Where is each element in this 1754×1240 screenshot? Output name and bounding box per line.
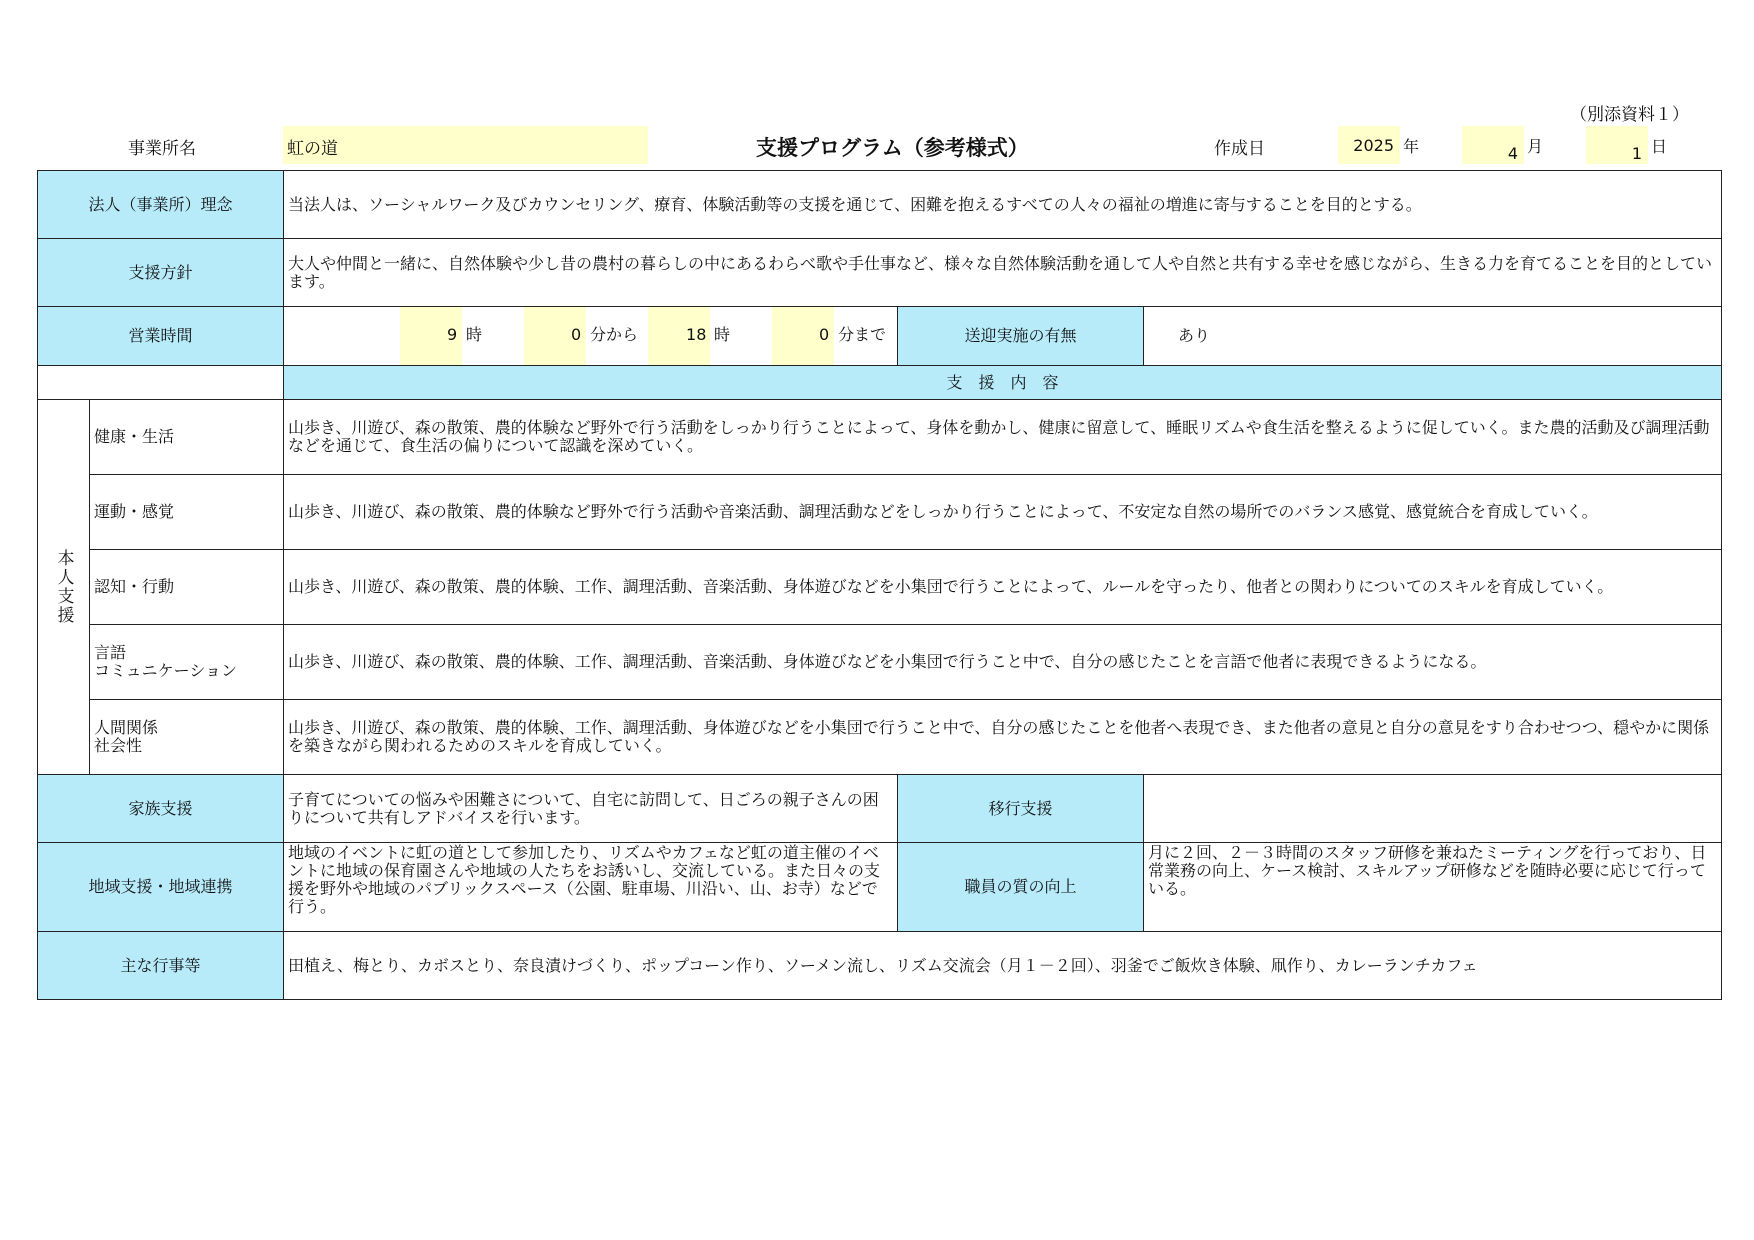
month-unit: 月 [1527, 137, 1544, 156]
language-label-line2: コミュニケーション [94, 661, 238, 680]
community-text[interactable]: 地域のイベントに虹の道として参加したり、リズムやカフェなど虹の道主催のイベントに地域の保育園さんや地域の人たちをお誘いし、交流している。また日々の支援を野外や地域のパブリックスペース（公園、駐車場、川沿い、山、お寺）などで行う。 [284, 843, 898, 932]
philosophy-row [38, 171, 1722, 239]
health-label: 健康・生活 [90, 400, 284, 475]
events-row [38, 932, 1722, 1000]
relation-label-line2: 社会性 [94, 736, 143, 755]
month-value: 4 [1507, 144, 1518, 163]
family-text[interactable]: 子育てについての悩みや困難さについて、自宅に訪問して、日ごろの親子さんの困りについて共有しアドバイスを行います。 [284, 775, 898, 843]
personal-support-label: 本人支援 [53, 549, 74, 625]
year-unit: 年 [1403, 137, 1420, 156]
attachment-label: （別添資料１） [1570, 105, 1689, 125]
office-label: 事業所名 [128, 139, 196, 159]
community-label: 地域支援・地域連携 [38, 843, 284, 932]
transport-label: 送迎実施の有無 [898, 307, 1144, 366]
relation-row [38, 700, 1722, 775]
motor-label: 運動・感覚 [90, 475, 284, 550]
language-label-line1: 言語 [94, 643, 127, 662]
family-label: 家族支援 [38, 775, 284, 843]
content-header: 支 援 内 容 [284, 366, 1722, 400]
language-label [90, 625, 284, 700]
min-from: 分から [590, 325, 639, 344]
motor-row [38, 475, 1722, 550]
day-unit: 日 [1651, 137, 1668, 156]
relation-label [90, 700, 284, 775]
transition-text[interactable] [1144, 775, 1722, 843]
cognition-text[interactable]: 山歩き、川遊び、森の散策、農的体験、工作、調理活動、音楽活動、身体遊びなどを小集団で行うことによって、ルールを守ったり、他者との関わりについてのスキルを育成していく。 [284, 550, 1722, 625]
transition-label: 移行支援 [898, 775, 1144, 843]
motor-text[interactable]: 山歩き、川遊び、森の散策、農的体験など野外で行う活動や音楽活動、調理活動などをしっかり行うことによって、不安定な自然の場所でのバランス感覚、感覚統合を育成していく。 [284, 475, 1722, 550]
family-row [38, 775, 1722, 843]
philosophy-label: 法人（事業所）理念 [38, 171, 284, 239]
philosophy-text[interactable]: 当法人は、ソーシャルワーク及びカウンセリング、療育、体験活動等の支援を通じて、困難を抱えるすべての人々の福祉の増進に寄与することを目的とする。 [284, 171, 1722, 239]
policy-row [38, 239, 1722, 307]
staff-text[interactable]: 月に２回、２－３時間のスタッフ研修を兼ねたミーティングを行っており、日常業務の向上、ケース検討、スキルアップ研修などを随時必要に応じて行っている。 [1144, 843, 1722, 932]
hour-unit-2: 時 [714, 325, 731, 344]
personal-support-cell [38, 400, 90, 775]
health-row [38, 400, 1722, 475]
relation-text[interactable]: 山歩き、川遊び、森の散策、農的体験、工作、調理活動、身体遊びなどを小集団で行うこと中で、自分の感じたことを他者へ表現でき、また他者の意見と自分の意見をすり合わせつつ、穏やかに関係を築きながら関われるためのスキルを育成していく。 [284, 700, 1722, 775]
relation-label-line1: 人間関係 [94, 718, 159, 737]
start-min: 0 [571, 325, 582, 344]
support-program-table [37, 170, 1722, 1000]
content-header-blank [38, 366, 284, 400]
events-label: 主な行事等 [38, 932, 284, 1000]
start-hour: 9 [447, 325, 458, 344]
office-name: 虹の道 [287, 139, 338, 159]
health-text[interactable]: 山歩き、川遊び、森の散策、農的体験など野外で行う活動をしっかり行うことによって、身体を動かし、健康に留意して、睡眠リズムや食生活を整えるように促していく。また農的活動及び調理活動などを通じて、食生活の偏りについて認識を深めていく。 [284, 400, 1722, 475]
hour-unit-1: 時 [466, 325, 483, 344]
year-value: 2025 [1353, 136, 1394, 155]
end-min: 0 [819, 325, 830, 344]
language-row [38, 625, 1722, 700]
policy-label: 支援方針 [38, 239, 284, 307]
cognition-row [38, 550, 1722, 625]
staff-label: 職員の質の向上 [898, 843, 1144, 932]
day-value: 1 [1631, 144, 1642, 163]
min-until: 分まで [838, 325, 887, 344]
hours-label: 営業時間 [38, 307, 284, 366]
day-field[interactable] [1586, 126, 1648, 164]
created-date-label: 作成日 [1214, 139, 1265, 159]
policy-text[interactable]: 大人や仲間と一緒に、自然体験や少し昔の農村の暮らしの中にあるわらべ歌や手仕事など、様々な自然体験活動を通して人や自然と共有する幸せを感じながら、生きる力を育てることを目的としています。 [284, 239, 1722, 307]
hours-cell [284, 307, 898, 366]
office-name-field[interactable] [283, 126, 648, 164]
events-text[interactable]: 田植え、梅とり、カボスとり、奈良漬けづくり、ポップコーン作り、ソーメン流し、リズム交流会（月１－２回）、羽釜でご飯炊き体験、凧作り、カレーランチカフェ [284, 932, 1722, 1000]
transport-value[interactable]: あり [1144, 307, 1722, 366]
month-field[interactable] [1462, 126, 1524, 164]
content-header-row [38, 366, 1722, 400]
language-text[interactable]: 山歩き、川遊び、森の散策、農的体験、工作、調理活動、音楽活動、身体遊びなどを小集団で行うこと中で、自分の感じたことを言語で他者に表現できるようになる。 [284, 625, 1722, 700]
end-hour: 18 [686, 325, 707, 344]
page-title: 支援プログラム（参考様式） [756, 136, 1029, 160]
cognition-label: 認知・行動 [90, 550, 284, 625]
year-field[interactable] [1338, 126, 1400, 164]
hours-row [38, 307, 1722, 366]
community-row [38, 843, 1722, 932]
